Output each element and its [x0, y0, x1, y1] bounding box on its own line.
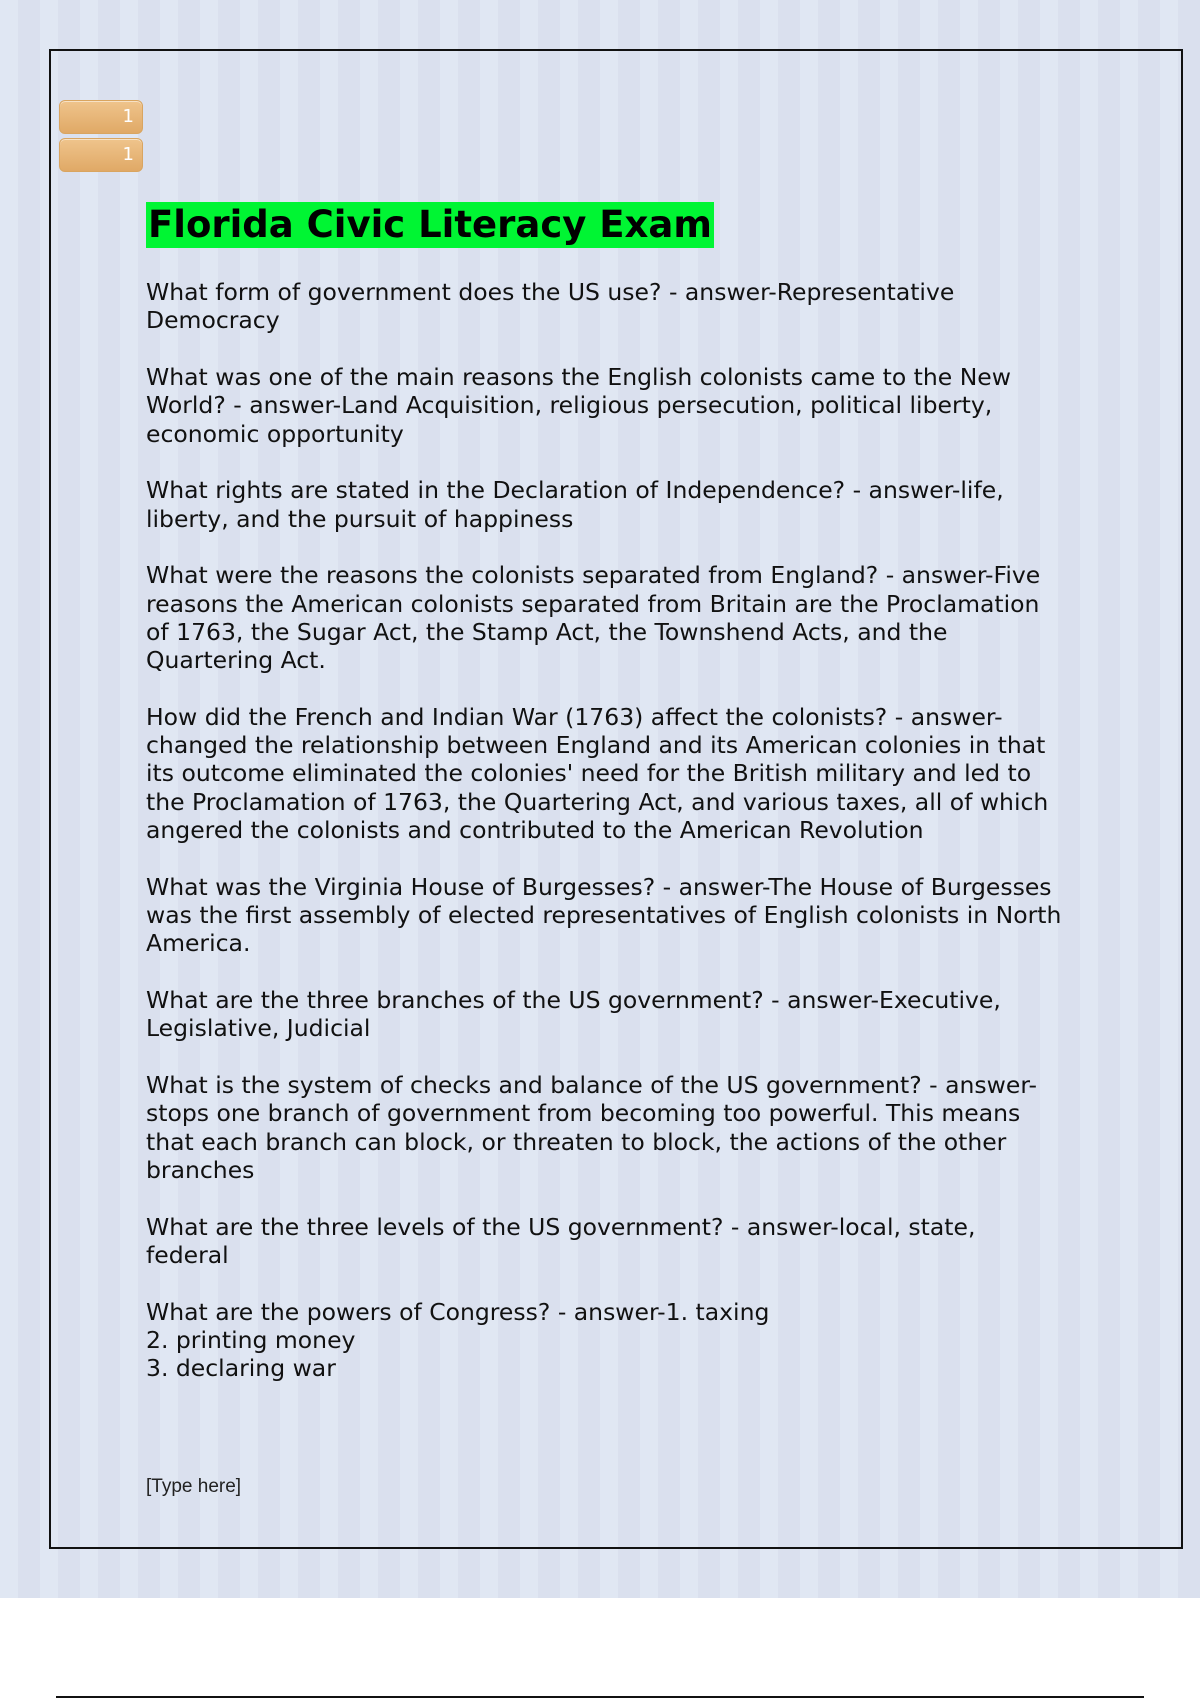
qa-item: What is the system of checks and balance of the US government? - answer- stops one branch of government from becoming too powerful. This means that each branch can block, or threaten to block, the actions of the other branches: [146, 1070, 1037, 1184]
qa-item: What were the reasons the colonists separated from England? - answer-Five reasons the American colonists separated from Britain are the Proclamation of 1763, the Sugar Act, the Stamp Act, the Townshend Acts, and the Quartering Act.: [146, 561, 1041, 675]
header-placeholder[interactable]: [Type here]: [146, 1476, 242, 1497]
qa-item: What are the powers of Congress? - answer-1. taxing 2. printing money 3. declaring war: [146, 1297, 770, 1383]
qa-list: [146, 278, 1096, 1411]
document-title: Florida Civic Literacy Exam: [148, 203, 712, 246]
page-number-badge: 1: [59, 100, 143, 134]
footer-divider: [56, 1696, 1144, 1698]
page-number-badge: 1: [59, 138, 143, 172]
qa-item: What was one of the main reasons the English colonists came to the New World? - answer-Land Acquisition, religious persecution, political liberty, economic opportunity: [146, 362, 1011, 448]
qa-item: What rights are stated in the Declaration of Independence? - answer-life, liberty, and the pursuit of happiness: [146, 476, 1004, 533]
qa-item: What was the Virginia House of Burgesses? - answer-The House of Burgesses was the first assembly of elected representatives of English colonists in North America.: [146, 872, 1062, 958]
qa-item: How did the French and Indian War (1763) affect the colonists? - answer- changed the relationship between England and its American colonies in that its outcome eliminated the colonies' need for the British military and led to the Proclamation of 1763, the Quartering Act, and various taxes, all of which angered the colonists and contributed to the American Revolution: [146, 702, 1049, 845]
qa-item: What are the three branches of the US government? - answer-Executive, Legislative, Judicial: [146, 985, 1001, 1043]
qa-item: What are the three levels of the US government? - answer-local, state, federal: [146, 1212, 976, 1269]
qa-item: What form of government does the US use? - answer-Representative Democracy: [146, 278, 955, 335]
